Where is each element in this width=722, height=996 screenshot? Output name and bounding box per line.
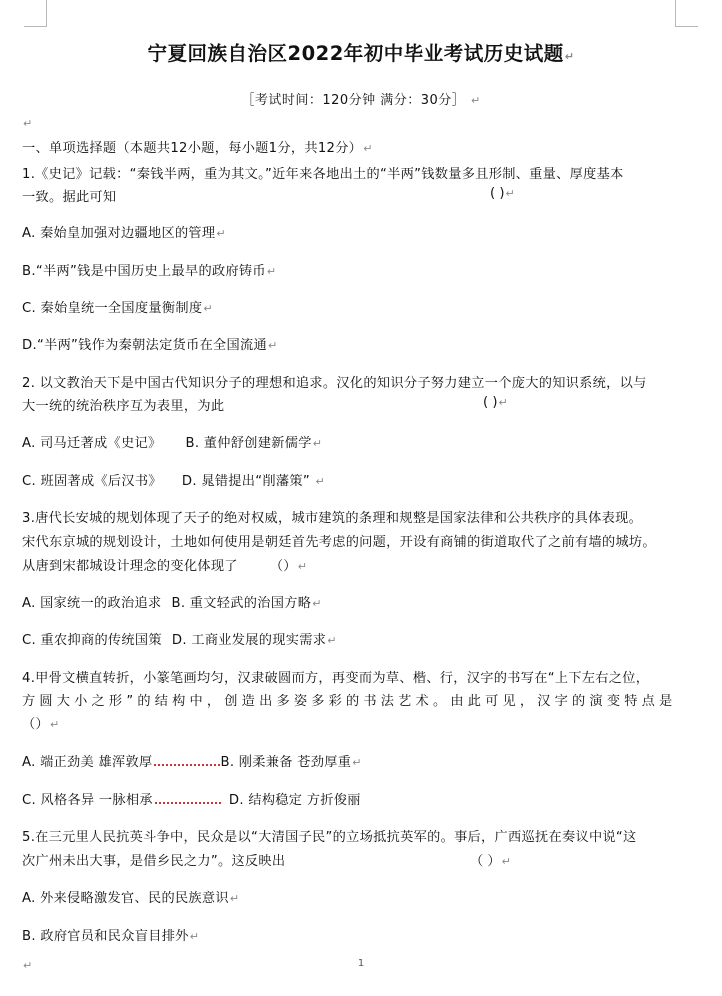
crop-mark-top-left bbox=[24, 0, 47, 27]
exam-info: ［考试时间：120分钟 满分：30分］ ↵ bbox=[241, 93, 481, 108]
empty-paragraph-footer: ↵ bbox=[23, 959, 33, 972]
q5-option-a: A. 外来侵略激发官、民的民族意识↵ bbox=[22, 891, 240, 906]
q3-option-d: D. 工商业发展的现实需求 bbox=[171, 633, 327, 648]
q3-stem-line1: 3.唐代长安城的规划体现了天子的绝对权威，城市建筑的条理和规整是国家法律和公共秩序的具体表现。 bbox=[22, 511, 643, 526]
q4-option-a: A. 端正劲美 雄浑敦厚 bbox=[22, 755, 153, 770]
q4-options-row1: A. 端正劲美 雄浑敦厚 B. 刚柔兼备 苍劲厚重↵ bbox=[22, 755, 362, 770]
q2-option-d: D. 晁错提出“削藩策” bbox=[181, 474, 311, 489]
q1-stem-line1: 1.《史记》记载：“秦钱半两，重为其文。”近年来各地出土的“半两”钱数量多且形制、重量、厚度基本 bbox=[22, 167, 624, 182]
q1-answer-blank: ( )↵ bbox=[490, 186, 515, 201]
q3-option-c: C. 重农抑商的传统国策 bbox=[22, 633, 162, 648]
q3-option-b: B. 重文轻武的治国方略 bbox=[171, 596, 312, 611]
q5-stem-line2: 次广州未出大事，是借乡民之力”。这反映出 bbox=[22, 854, 286, 869]
q4-stem-line1: 4.甲骨文横直转折，小篆笔画均匀，汉隶破圆而方，再变而为草、楷、行，汉字的书写在“上下左右之位， bbox=[22, 671, 650, 686]
q2-answer-blank: ( )↵ bbox=[483, 395, 508, 410]
q4-options-row2 bbox=[22, 789, 361, 808]
q1-option-c: C. 秦始皇统一全国度量衡制度↵ bbox=[22, 301, 213, 316]
q4-option-c: C. 风格各异 一脉相承 bbox=[22, 793, 153, 808]
q1-stem-line2: 一致。据此可知 bbox=[22, 190, 117, 205]
q5-answer-blank: （ ）↵ bbox=[470, 854, 511, 869]
q5-stem-line1: 5.在三元里人民抗英斗争中，民众是以“大清国子民”的立场抵抗英军的。事后，广西巡抚在奏议中说“这 bbox=[22, 830, 637, 845]
q1-option-d: D.“半两”钱作为秦朝法定货币在全国流通↵ bbox=[22, 338, 278, 353]
q2-option-a: A. 司马迁著成《史记》 bbox=[22, 436, 162, 451]
q2-option-b: B. 董仲舒创建新儒学 bbox=[185, 436, 312, 451]
q4-stem-line2: 方圆大小之形”的结构中，创造出多姿多彩的书法艺术。由此可见，汉字的演变特点是 bbox=[22, 694, 677, 709]
q2-options-row1: A. 司马迁著成《史记》 B. 董仲舒创建新儒学↵ bbox=[22, 436, 323, 451]
crop-mark-top-right bbox=[675, 0, 698, 27]
q3-options-row1: A. 国家统一的政治追求 B. 重文轻武的治国方略↵ bbox=[22, 596, 322, 611]
empty-paragraph: ↵ bbox=[23, 117, 33, 130]
q3-option-a: A. 国家统一的政治追求 bbox=[22, 596, 162, 611]
q4-stem-line3: （）↵ bbox=[22, 717, 60, 732]
q5-option-b: B. 政府官员和民众盲目排外↵ bbox=[22, 929, 200, 944]
section-heading: 一、单项选择题（本题共12小题，每小题1分，共12分）↵ bbox=[22, 141, 373, 156]
q2-options-row2: C. 班固著成《后汉书》 D. 晁错提出“削藩策” ↵ bbox=[22, 474, 326, 489]
spellcheck-underline bbox=[154, 754, 220, 766]
page-number: 1 bbox=[357, 958, 365, 969]
page-title: 宁夏回族自治区2022年初中毕业考试历史试题↵ bbox=[147, 42, 575, 65]
q4-option-b: B. 刚柔兼备 苍劲厚重 bbox=[220, 755, 352, 770]
q4-option-d: D. 结构稳定 方折俊丽 bbox=[228, 793, 361, 808]
q3-options-row2: C. 重农抑商的传统国策 D. 工商业发展的现实需求↵ bbox=[22, 633, 337, 648]
q3-stem-line2: 宋代东京城的规划设计，土地如何使用是朝廷首先考虑的问题，开设有商铺的街道取代了之前有墙的城坊。 bbox=[22, 535, 656, 550]
q1-option-a: A. 秦始皇加强对边疆地区的管理↵ bbox=[22, 226, 226, 241]
spellcheck-underline bbox=[155, 792, 221, 804]
q3-stem-line3: 从唐到宋都城设计理念的变化体现了 （）↵ bbox=[22, 559, 308, 574]
q1-option-b: B.“半两”钱是中国历史上最早的政府铸币↵ bbox=[22, 264, 277, 279]
q2-option-c: C. 班固著成《后汉书》 bbox=[22, 474, 162, 489]
q2-stem-line1: 2. 以文教治天下是中国古代知识分子的理想和追求。汉化的知识分子努力建立一个庞大的知识系统，以与 bbox=[22, 376, 647, 391]
q2-stem-line2: 大一统的统治秩序互为表里，为此 bbox=[22, 399, 225, 414]
q3-answer-blank: （） bbox=[269, 559, 297, 574]
